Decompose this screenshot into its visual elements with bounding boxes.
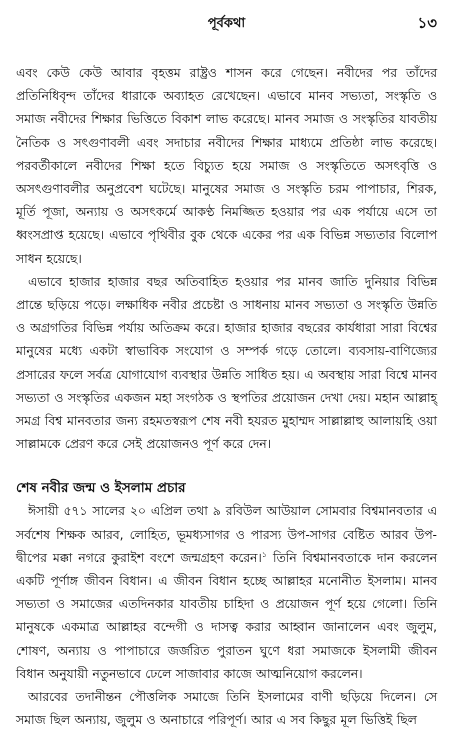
running-head (16, 10, 437, 40)
page-number: ১৩ (417, 14, 437, 32)
body-paragraph (16, 500, 437, 686)
body-paragraph: এভাবে হাজার হাজার বছর অতিবাহিত হওয়ার পর মানব জাতি দুনিয়ার বিভিন্ন প্রান্তে ছড়িয়ে পড়ে। লক্ষাধিক নবীর প্রচেষ্টা ও সাধনায় মানব সভ্যতা ও সংস্কৃতি উন্নতি ও অগ্রগতির বিভিন্ন পর্যায় অতিক্রম করে। হাজার হাজার বছরের কার্যধারা সারা বিশ্বের মানুষের মধ্যে একটা স্বাভাবিক সংযোগ ও সম্পর্ক গড়ে তোলে। ব্যবসায়-বাণিজ্যের প্রসারের ফলে সর্বত্র যোগাযোগ ব্যবস্থার উন্নতি সাধিত হয়। এ অবস্থায় সারা বিশ্বে মানব সভ্যতা ও সংস্কৃতির একজন মহা সংগঠক ও স্থপতির প্রয়োজন দেখা দেয়। মহান আল্লাহ্‌ সমগ্র বিশ্ব মানবতার জন্য রহমতস্বরূপ শেষ নবী হযরত মুহাম্মদ সাল্লাল্লাহু আলায়হি ওয়া সাল্লামকে প্রেরণ করে সেই প্রয়োজনও পূর্ণ করে দেন। (16, 274, 437, 452)
footnote-marker: ১ (261, 549, 267, 559)
body-paragraph: আরবের তদানীন্তন পৌত্তলিক সমাজে তিনি ইসলামের বাণী ছড়িয়ে দিলেন। সে সমাজ ছিল অন্যায়, জুলুম ও অনাচারে পরিপূর্ণ। আর এ সব কিছুর মূল ভিত্তিই ছিল (16, 690, 437, 728)
paragraph-text: তিনি বিশ্বমানবতাকে দান করলেন একটি পূর্ণাঙ্গ জীবন বিধান। এ জীবন বিধান হচ্ছে আল্লাহর মনোনীত ইসলাম। মানব সভ্যতা ও সমাজের এতদিনকার যাবতীয় চাহিদা ও প্রয়োজন পূর্ণ হয়ে গেলো। তিনি মানুষকে একমাত্র আল্লাহর বন্দেগী ও দাসত্ব করার আহ্বান জানালেন এবং জুলুম, শোষণ, অন্যায় ও পাপাচারে জর্জরিত পুরাতন ঘুণে ধরা সমাজকে ইসলামী জীবন বিধান অনুযায়ী নতুনভাবে ঢেলে সাজাবার কাজে আত্মনিয়োগ করলেন। (16, 550, 437, 681)
paragraph-text: ঈসায়ী ৫৭১ সালের ২০ এপ্রিল তথা ৯ রবিউল আউয়াল সোমবার বিশ্বমানবতার এ সর্বশেষ শিক্ষক আরব, লোহিত, ভূমধ্যসাগর ও পারস্য উপ-সাগর বেষ্টিত আরব উপ-দ্বীপের মক্কা নগরে কুরাইশ বংশে জন্মগ্রহণ করেন। (16, 504, 437, 565)
body-paragraph: এবং কেউ কেউ আবার বৃহত্তম রাষ্ট্রও শাসন করে গেছেন। নবীদের পর তাঁদের প্রতিনিধিবৃন্দ তাঁদের ধারাকে অব্যাহত রেখেছেন। এভাবে মানব সভ্যতা, সংস্কৃতি ও সমাজ নবীদের শিক্ষার ভিত্তিতে বিকাশ লাভ করেছে। মানব সমাজ ও সংস্কৃতির যাবতীয় নৈতিক ও সৎগুণাবলী এবং সদাচার নবীদের শিক্ষার মাধ্যমে প্রতিষ্ঠা লাভ করেছে। পরবর্তীকালে নবীদের শিক্ষা হতে বিচ্যুত হয়ে সমাজ ও সংস্কৃতিতে অসৎবৃত্তি ও অসৎগুণাবলীর অনুপ্রবেশ ঘটেছে। মানুষের সমাজ ও সংস্কৃতি চরম পাপাচার, শিরক, মূর্তি পূজা, অন্যায় ও অসৎকর্মে আকণ্ঠ নিমজ্জিত হওয়ার পর এক পর্যায়ে এসে তা ধ্বংসপ্রাপ্ত হয়েছে। এভাবে পৃথিবীর বুক থেকে একের পর এক বিভিন্ন সভ্যতার বিলোপ সাধন হয়েছে। (16, 66, 437, 266)
section-heading: শেষ নবীর জন্ম ও ইসলাম প্রচার (16, 480, 186, 497)
running-title: পূর্বকথা (207, 16, 246, 31)
